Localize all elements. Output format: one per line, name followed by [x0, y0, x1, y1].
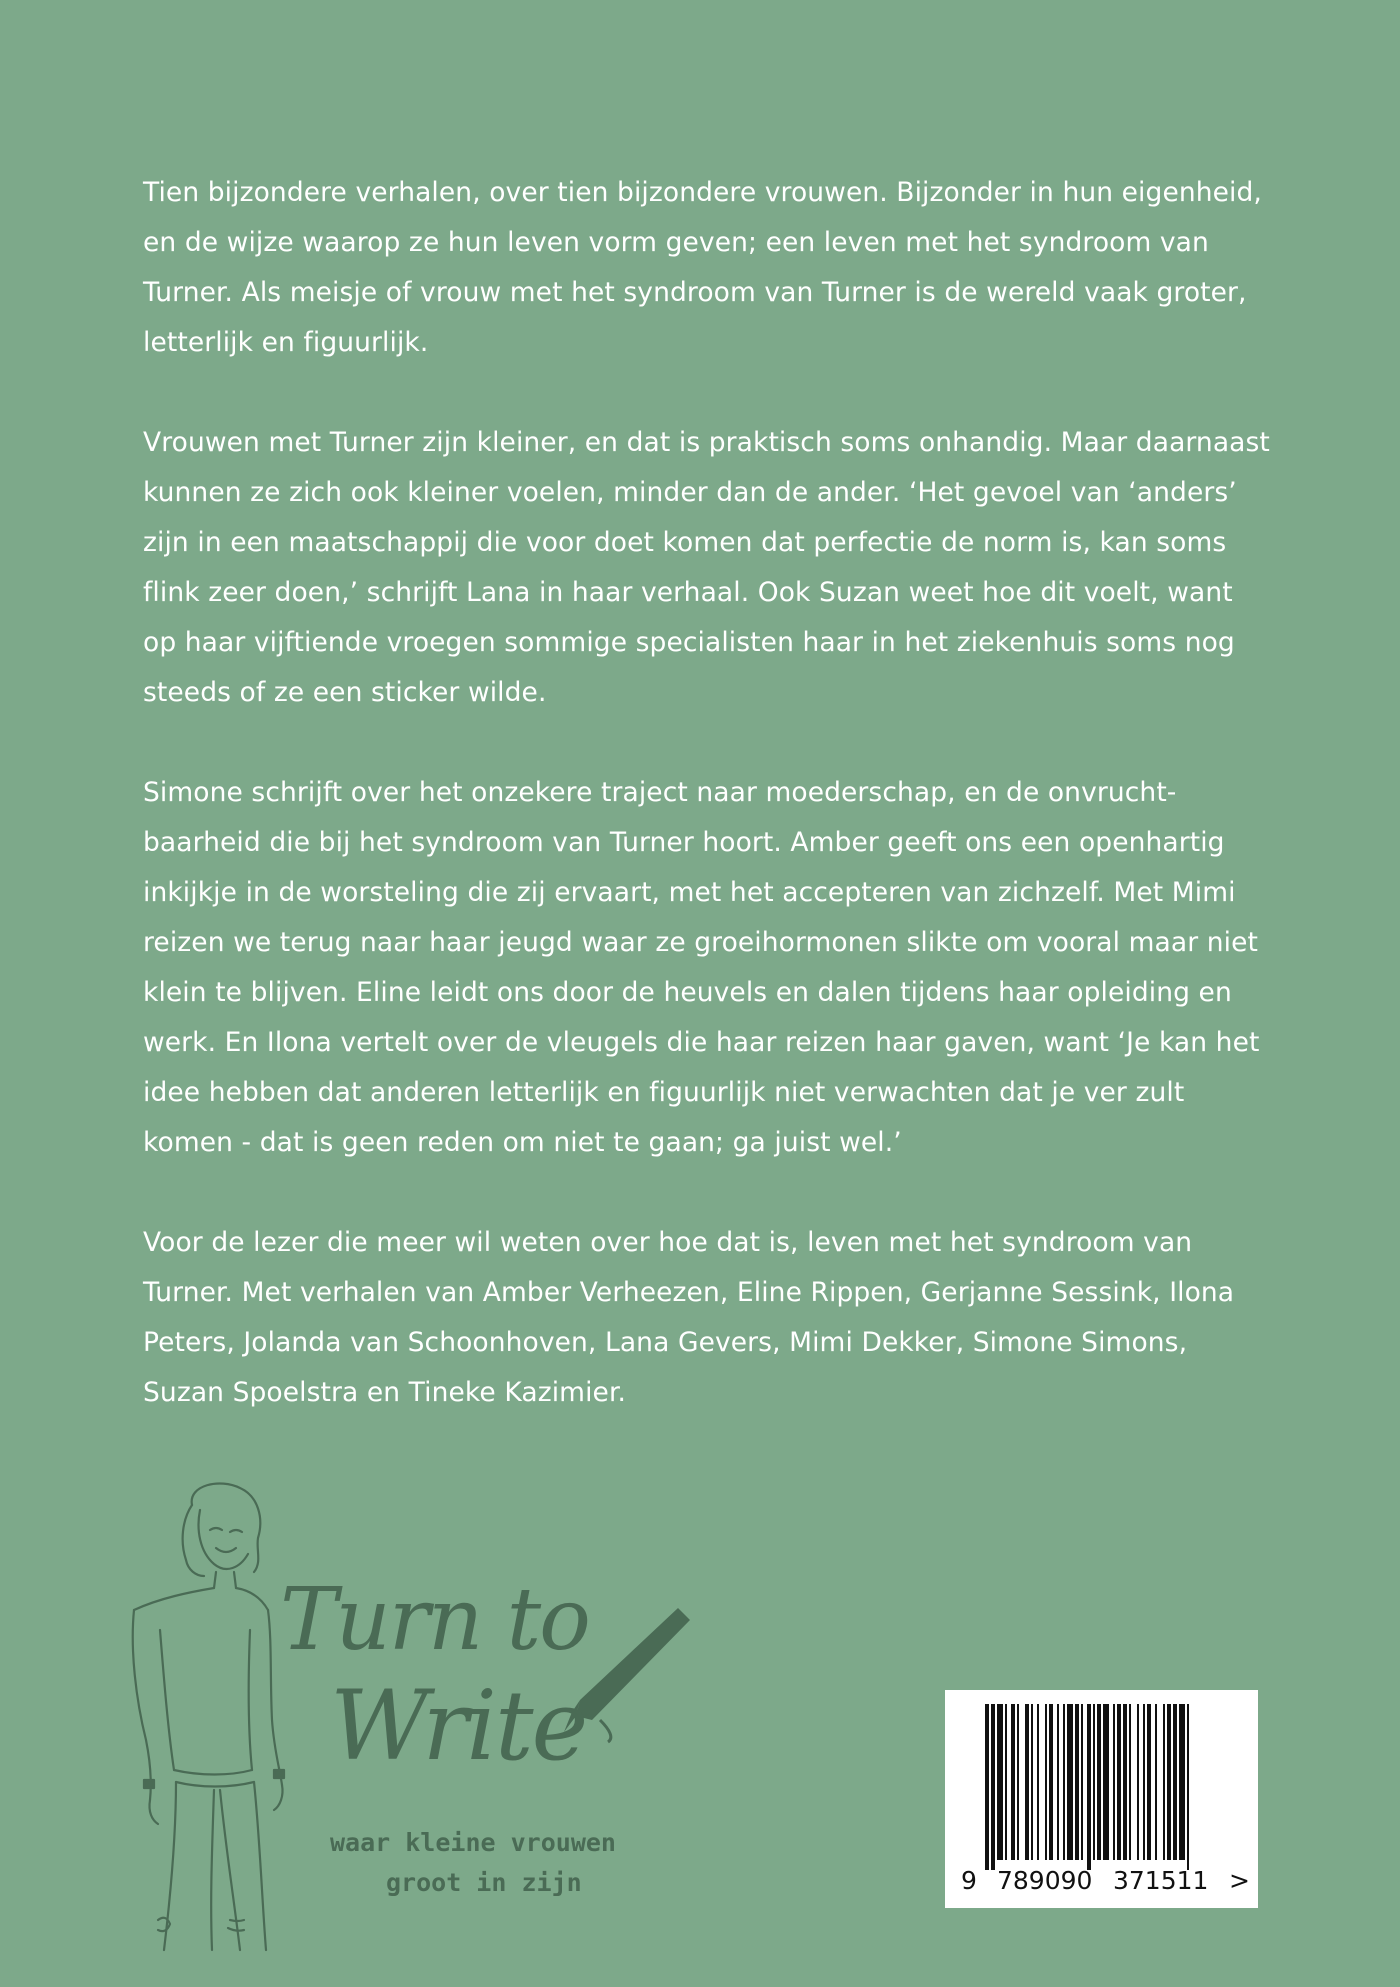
barcode-bar: [1117, 1704, 1121, 1860]
barcode-bar: [1081, 1704, 1083, 1860]
barcode-bar: [1045, 1704, 1047, 1860]
barcode-bar: [1123, 1704, 1127, 1860]
barcode-bar: [1155, 1704, 1157, 1860]
barcode-bars: [945, 1690, 1258, 1870]
barcode-bar: [1067, 1704, 1073, 1860]
woman-illustration: [133, 1483, 284, 1950]
logo-tagline-2: groot in zijn: [386, 1868, 582, 1897]
barcode-bar: [1143, 1704, 1145, 1860]
barcode-bar: [997, 1704, 1003, 1860]
barcode-bar: [1097, 1704, 1101, 1860]
isbn-number: [957, 1866, 1250, 1900]
isbn-digit-prefix: 9: [961, 1866, 977, 1895]
barcode-bar: [1147, 1704, 1151, 1860]
isbn-digits-group-2: 371511: [1113, 1866, 1209, 1895]
logo-line-1: Turn to: [280, 1570, 589, 1670]
barcode-bar: [1011, 1704, 1015, 1860]
logo-line-2: Write: [330, 1670, 587, 1782]
back-cover-blurb: [143, 168, 1273, 1418]
barcode-bar: [1063, 1704, 1065, 1860]
barcode-bar: [1093, 1704, 1095, 1860]
barcode-bar: [1103, 1704, 1109, 1860]
isbn-digits-group-1: 789090: [997, 1866, 1093, 1895]
barcode-bar: [991, 1704, 995, 1870]
logo-tagline-1: waar kleine vrouwen: [330, 1828, 616, 1857]
barcode-bar: [1031, 1704, 1033, 1860]
barcode-bar: [1037, 1704, 1039, 1860]
barcode-bar: [1163, 1704, 1165, 1860]
blurb-paragraph-2: Vrouwen met Turner zijn kleiner, en dat is praktisch soms onhandig. Maar daarnaast kunnen ze zich ook kleiner voelen, minder dan de ander. ‘Het gevoel van ‘anders’ zijn in een maatschappij die voor doet komen dat perfectie de norm is, kan soms flink zeer doen,’ schrijft Lana in haar verhaal. Ook Suzan weet hoe dit voelt, want op haar vijftiende vroegen sommige specialisten haar in het ziekenhuis soms nog steeds of ze een sticker wilde.: [143, 427, 1270, 708]
barcode-bar: [1005, 1704, 1007, 1860]
turn-to-write-logo: [130, 1480, 690, 1970]
barcode-bar: [1187, 1704, 1189, 1870]
barcode-bar: [1075, 1704, 1079, 1860]
barcode-bar: [1167, 1704, 1171, 1860]
barcode-bar: [1129, 1704, 1131, 1860]
barcode-bar: [1113, 1704, 1115, 1860]
barcode-bar: [1179, 1704, 1185, 1860]
barcode-bar: [1087, 1704, 1091, 1870]
isbn-barcode: [945, 1690, 1258, 1908]
isbn-end-marker: >: [1229, 1866, 1250, 1895]
barcode-bar: [985, 1704, 989, 1870]
barcode-bar: [1017, 1704, 1019, 1860]
barcode-bar: [1173, 1704, 1177, 1860]
blurb-paragraph-1: Tien bijzondere verhalen, over tien bijzondere vrouwen. Bijzonder in hun eigenheid, en de wijze waarop ze hun leven vorm geven; een leven met het syndroom van Turner. Als meisje of vrouw met het syndroom van Turner is de wereld vaak groter, letterlijk en figuurlijk.: [143, 177, 1262, 358]
barcode-bar: [1137, 1704, 1139, 1860]
barcode-bar: [1049, 1704, 1053, 1860]
blurb-paragraph-3: Simone schrijft over het onzekere traject naar moederschap, en de onvrucht-baarheid die bij het syndroom van Turner hoort. Amber geeft ons een openhartig inkijkje in de worsteling die zij ervaart, met het accepteren van zichzelf. Met Mimi reizen we terug naar haar jeugd waar ze groeihormonen slikte om vooral maar niet klein te blijven. Eline leidt ons door de heuvels en dalen tijdens haar opleiding en werk. En Ilona vertelt over de vleugels die haar reizen haar gaven, want ‘Je kan het idee hebben dat anderen letterlijk en figuurlijk niet verwachten dat je ver zult komen - dat is geen reden om niet te gaan; ga juist wel.’: [143, 777, 1260, 1158]
barcode-bar: [1057, 1704, 1059, 1860]
barcode-bar: [1025, 1704, 1029, 1860]
blurb-paragraph-4: Voor de lezer die meer wil weten over hoe dat is, leven met het syndroom van Turner. Met verhalen van Amber Verheezen, Eline Rippen, Gerjanne Sessink, Ilona Peters, Jolanda van Schoonhoven, Lana Gevers, Mimi Dekker, Simone Simons, Suzan Spoelstra en Tineke Kazimier.: [143, 1227, 1235, 1408]
